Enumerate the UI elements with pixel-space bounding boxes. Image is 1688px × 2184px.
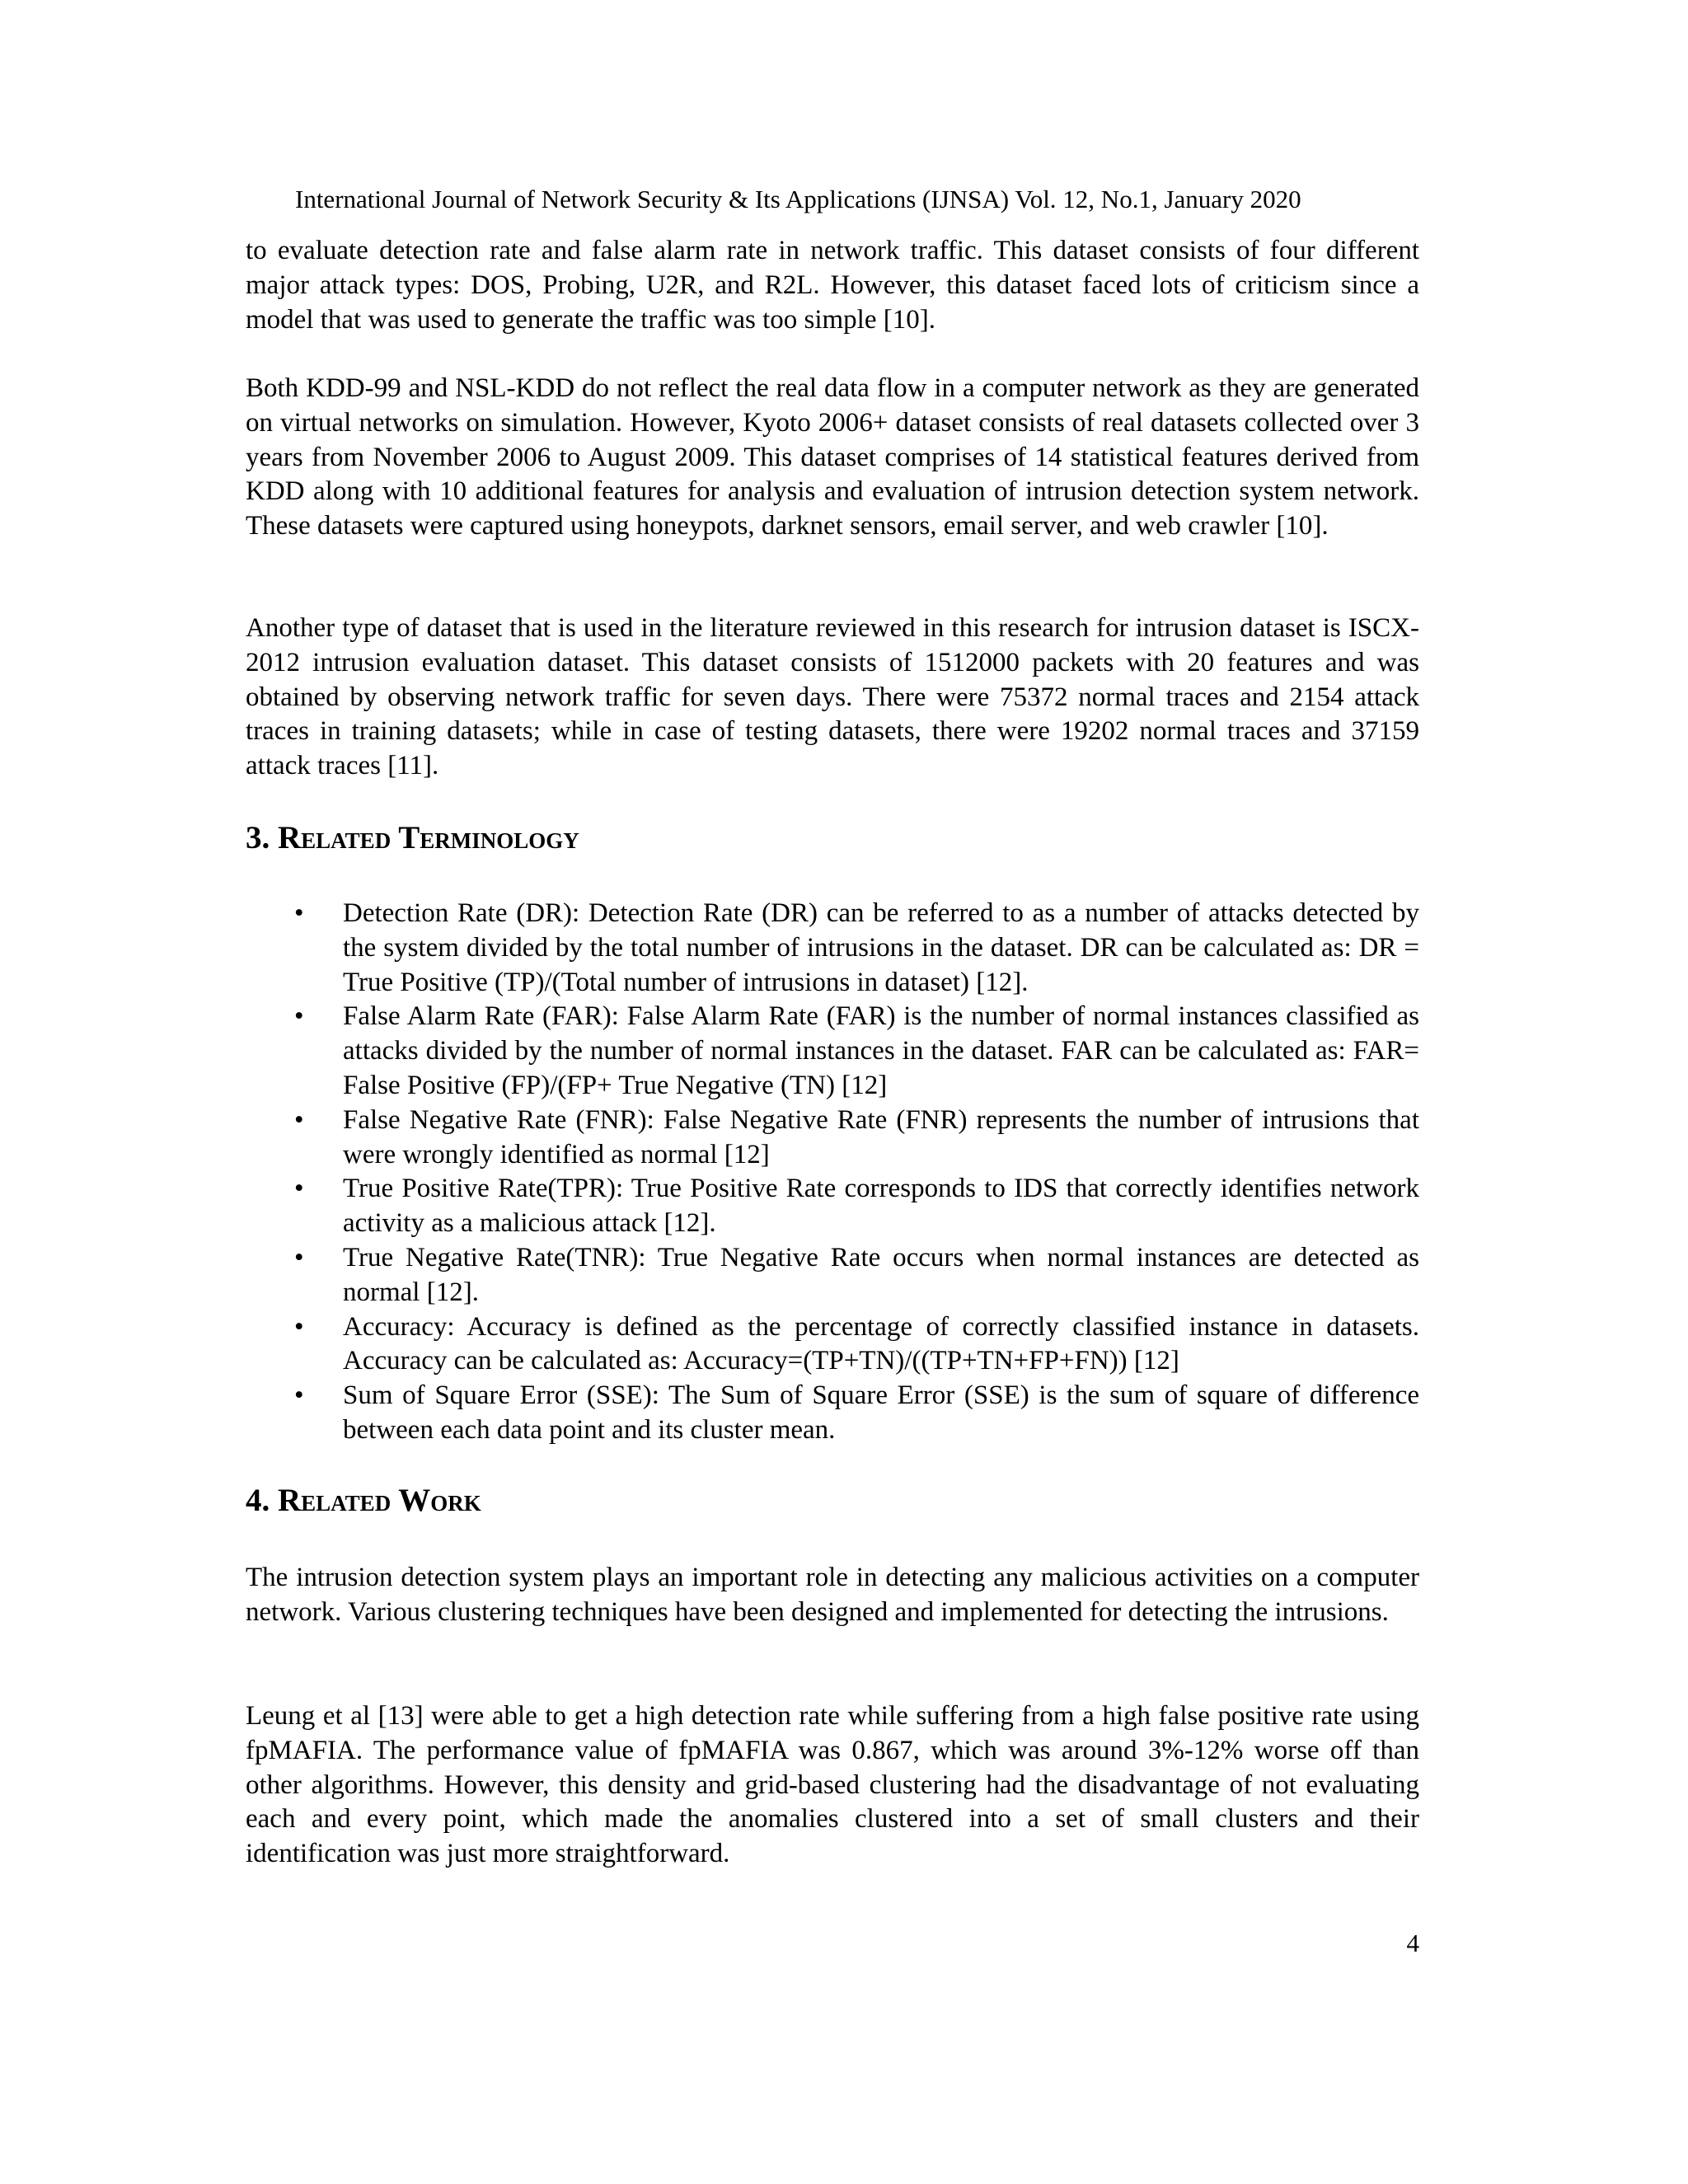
paper-page bbox=[246, 0, 1419, 2184]
bullet-icon: • bbox=[294, 1380, 304, 1411]
term-sum-of-square-error: Sum of Square Error (SSE): The Sum of Square Error (SSE) is the sum of square of difference between each data point and its cluster mean. bbox=[343, 1380, 1419, 1445]
term-accuracy: Accuracy: Accuracy is defined as the percentage of correctly classified instance in datasets. Accuracy can be calculated as: Accuracy=(TP+TN)/((TP+TN+FP+FN)) [12] bbox=[343, 1311, 1419, 1376]
paragraph-leung-fpmafia: Leung et al [13] were able to get a high detection rate while suffering from a high false positive rate using fpMAFIA. The performance value of fpMAFIA was 0.867, which was around 3%-12% worse off than other algorithms. However, this density and grid-based clustering had the disadvantage of not evaluating each and every point, which made the anomalies clustered into a set of small clusters and their identification was just more straightforward. bbox=[246, 1701, 1419, 1869]
page-number: 4 bbox=[1406, 1929, 1419, 1957]
section-heading-related-work: 4. Related Work bbox=[246, 1483, 481, 1518]
paragraph-ids-intro: The intrusion detection system plays an important role in detecting any malicious activities on a computer network. Various clustering techniques have been designed and implemented for detecting the intrusions. bbox=[246, 1563, 1419, 1627]
list-item bbox=[246, 1172, 1419, 1241]
list-item bbox=[246, 1379, 1419, 1448]
bullet-icon: • bbox=[294, 898, 304, 928]
paragraph-iscx-dataset: Another type of dataset that is used in the literature reviewed in this research for intrusion dataset is ISCX-2012 intrusion evaluation dataset. This dataset consists of 1512000 packets with 20 features and was obtained by observing network traffic for seven days. There were 75372 normal traces and 2154 attack traces in training datasets; while in case of testing datasets, there were 19202 normal traces and 37159 attack traces [11]. bbox=[246, 613, 1419, 781]
list-item bbox=[246, 1104, 1419, 1173]
term-false-negative-rate: False Negative Rate (FNR): False Negative Rate (FNR) represents the number of intrusions that were wrongly identified as normal [12] bbox=[343, 1104, 1419, 1169]
term-detection-rate: Detection Rate (DR): Detection Rate (DR) can be referred to as a number of attacks detected by the system divided by the total number of intrusions in the dataset. DR can be calculated as: DR = True Positive (TP)/(Total number of intrusions in dataset) [12]. bbox=[343, 898, 1419, 997]
term-true-positive-rate: True Positive Rate(TPR): True Positive Rate corresponds to IDS that correctly identifies network activity as a malicious attack [12]. bbox=[343, 1174, 1419, 1239]
terminology-list bbox=[246, 897, 1419, 1448]
list-item bbox=[246, 1310, 1419, 1380]
bullet-icon: • bbox=[294, 1242, 304, 1272]
paragraph-kyoto-dataset: Both KDD-99 and NSL-KDD do not reflect the real data flow in a computer network as they are generated on virtual networks on simulation. However, Kyoto 2006+ dataset consists of real datasets collected over 3 years from November 2006 to August 2009. This dataset comprises of 14 statistical features derived from KDD along with 10 additional features for analysis and evaluation of intrusion detection system network. These datasets were captured using honeypots, darknet sensors, email server, and web crawler [10]. bbox=[246, 373, 1419, 541]
bullet-icon: • bbox=[294, 1174, 304, 1204]
bullet-icon: • bbox=[294, 1001, 304, 1032]
bullet-icon: • bbox=[294, 1311, 304, 1342]
term-true-negative-rate: True Negative Rate(TNR): True Negative Rate occurs when normal instances are detected as normal [12]. bbox=[343, 1242, 1419, 1307]
term-false-alarm-rate: False Alarm Rate (FAR): False Alarm Rate (FAR) is the number of normal instances classified as attacks divided by the number of normal instances in the dataset. FAR can be calculated as: FAR= False Positive (FP)/(FP+ True Negative (TN) [12] bbox=[343, 1001, 1419, 1100]
paragraph-dataset-kdd: to evaluate detection rate and false alarm rate in network traffic. This dataset consists of four different major attack types: DOS, Probing, U2R, and R2L. However, this dataset faced lots of criticism since a model that was used to generate the traffic was too simple [10]. bbox=[246, 236, 1419, 335]
section-heading-related-terminology: 3. Related Terminology bbox=[246, 820, 579, 855]
list-item bbox=[246, 1241, 1419, 1310]
list-item bbox=[246, 1000, 1419, 1103]
bullet-icon: • bbox=[294, 1104, 304, 1135]
terminology-list-container bbox=[246, 897, 1419, 1448]
list-item bbox=[246, 897, 1419, 1000]
running-header: International Journal of Network Security & Its Applications (IJNSA) Vol. 12, No.1, January 2020 bbox=[295, 185, 1301, 213]
